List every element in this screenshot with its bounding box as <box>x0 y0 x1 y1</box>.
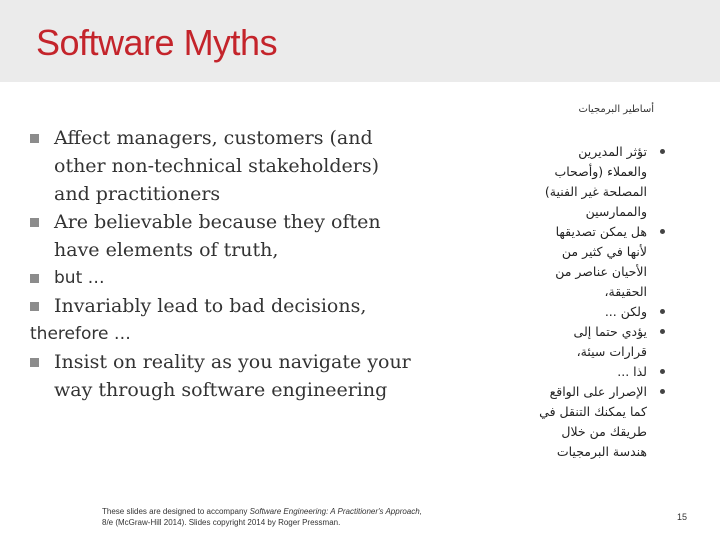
arabic-bullet-insist <box>505 382 665 462</box>
arabic-bullet-line: طريقك من خلال <box>561 424 647 439</box>
english-bullet-insist <box>30 348 490 404</box>
round-bullet-icon <box>660 329 665 334</box>
page-number: 15 <box>677 512 688 522</box>
arabic-bullet-line: الحقيقة، <box>604 284 647 299</box>
arabic-bullet-line: تؤثر المديرين <box>578 144 647 159</box>
english-bullet-line: have elements of truth, <box>54 239 279 261</box>
english-bullet-believable <box>30 208 490 264</box>
arabic-bullet-line: ولكن ... <box>604 304 647 319</box>
footnote-suffix: 8/e (McGraw-Hill 2014). Slides copyright 2014 by Roger Pressman. <box>102 518 341 527</box>
square-bullet-icon <box>30 218 39 227</box>
slide-title: Software Myths <box>36 22 278 63</box>
english-bullet-line: way through software engineering <box>54 379 388 401</box>
english-bullet-line: and practitioners <box>54 183 221 205</box>
english-bullet-line: but … <box>54 268 105 288</box>
arabic-bullet-line: الإصرار على الواقع <box>549 384 647 399</box>
arabic-bullet-line: لذا ... <box>617 364 647 379</box>
arabic-bullet-affect <box>505 142 665 222</box>
square-bullet-icon <box>30 134 39 143</box>
english-bullet-affect <box>30 124 490 208</box>
arabic-bullet-line: هندسة البرمجيات <box>556 444 647 459</box>
footnote-prefix: These slides are designed to accompany <box>102 507 250 516</box>
arabic-bullet-line: قرارات سيئة، <box>576 344 647 359</box>
round-bullet-icon <box>660 389 665 394</box>
arabic-bullet-line: كما يمكنك التنقل في <box>539 404 647 419</box>
arabic-bullet-line: الأحيان عناصر من <box>555 264 647 279</box>
square-bullet-icon <box>30 358 39 367</box>
arabic-bullet-line: والعملاء (وأصحاب <box>554 164 647 179</box>
arabic-bullet-line: والممارسين <box>585 204 647 219</box>
english-bullet-list <box>30 124 490 404</box>
round-bullet-icon <box>660 309 665 314</box>
english-bullet-line: Affect managers, customers (and <box>54 127 373 149</box>
arabic-title: أساطير البرمجيات <box>578 104 654 115</box>
english-bullet-but <box>30 264 490 292</box>
arabic-bullet-believable <box>505 222 665 302</box>
footnote-book-title: Software Engineering: A Practitioner's Approach, <box>249 507 422 516</box>
english-bullet-line: Are believable because they often <box>54 211 381 233</box>
round-bullet-icon <box>660 229 665 234</box>
arabic-bullet-line: يؤدي حتما إلى <box>573 324 647 339</box>
english-bullet-line: other non-technical stakeholders) <box>54 155 380 177</box>
arabic-bullet-line: المصلحة غير الفنية) <box>544 184 647 199</box>
arabic-bullet-line: لأنها في كثير من <box>561 244 647 259</box>
square-bullet-icon <box>30 274 39 283</box>
arabic-bullet-invariably <box>505 322 665 362</box>
round-bullet-icon <box>660 149 665 154</box>
arabic-bullet-but <box>505 302 665 322</box>
arabic-bullet-therefore <box>505 362 665 382</box>
english-bullet-continuation: therefore … <box>30 324 131 344</box>
english-bullet-line: Invariably lead to bad decisions, <box>54 295 367 317</box>
copyright-footnote <box>102 506 522 528</box>
english-bullet-invariably <box>30 292 490 320</box>
round-bullet-icon <box>660 369 665 374</box>
arabic-bullet-list <box>505 142 665 462</box>
square-bullet-icon <box>30 302 39 311</box>
english-bullet-line: Insist on reality as you navigate your <box>54 351 411 373</box>
arabic-bullet-line: هل يمكن تصديقها <box>555 224 647 239</box>
